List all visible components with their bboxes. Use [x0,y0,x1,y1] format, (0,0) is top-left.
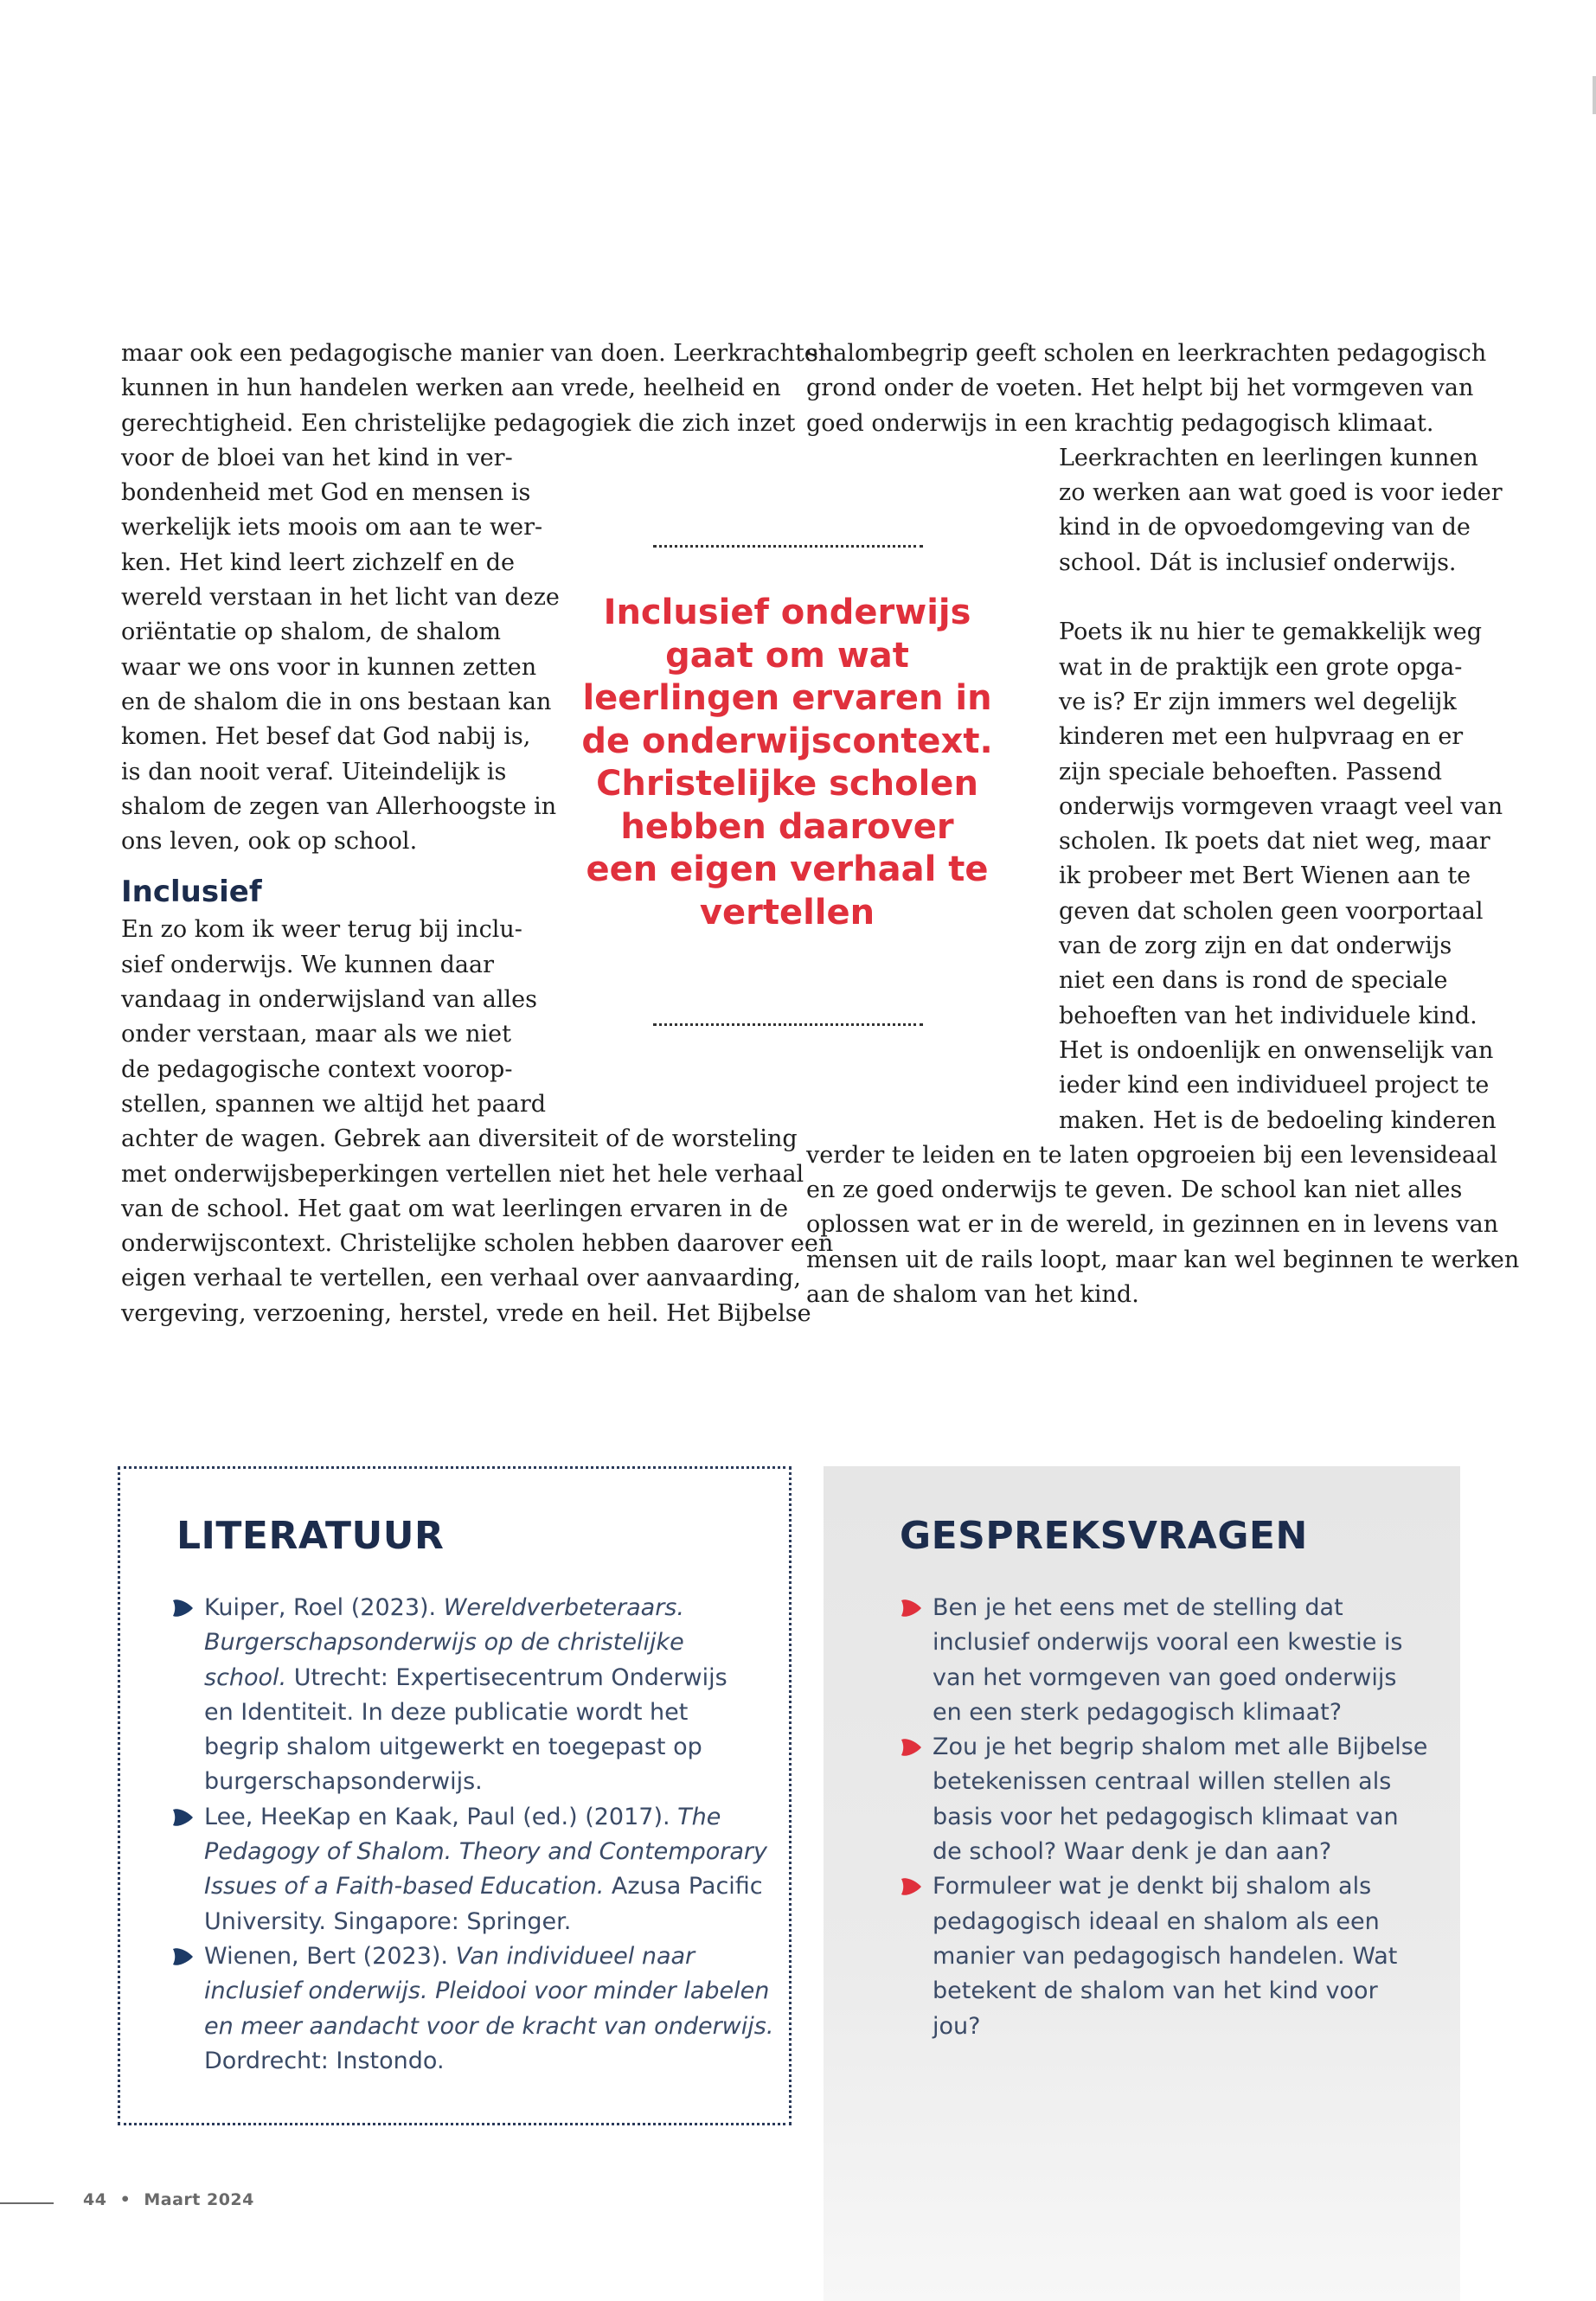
text-line: eigen verhaal te vertellen, een verhaal over aanvaarding, [121,1265,801,1292]
literature-item-line [204,1869,773,1904]
literature-item-line [204,1591,773,1625]
literature-item-line [204,1974,773,2009]
text-line: oriëntatie op shalom, de shalom [121,619,501,646]
literature-item-line [204,1625,773,1660]
text-line: gerechtigheid. Een christelijke pedagogiek die zich inzet [121,409,796,437]
question-line [933,1800,1427,1835]
literature-text: Issues of a Faith-based Education. [204,1873,605,1900]
text-line: goed onderwijs in een krachtig pedagogisch klimaat. [806,409,1434,437]
question-text: betekenissen centraal willen stellen als [933,1768,1392,1796]
text-line: komen. Het besef dat God nabij is, [121,723,531,751]
text-line: waar we ons voor in kunnen zetten [121,653,537,681]
text-line: zijn speciale behoeften. Passend [1059,758,1443,785]
text-line: is dan nooit veraf. Uiteindelijk is [121,758,507,785]
literature-item-line [204,1905,773,1939]
footer-rule [0,2202,54,2204]
text-line: zo werken aan wat goed is voor ieder [1059,479,1503,507]
pullquote [562,592,1012,934]
text-line: wat in de praktijk een grote opga- [1059,653,1463,681]
text-line: onderwijscontext. Christelijke scholen hebben daarover een [121,1230,834,1258]
question-text: van het vormgeven van goed onderwijs [933,1663,1397,1691]
literature-text: Utrecht: Expertisecentrum Onderwijs [286,1663,727,1691]
text-line: wereld verstaan in het licht van deze [121,584,560,612]
literature-list [204,1591,773,2079]
literature-text: Dordrecht: Instondo. [204,2047,445,2074]
text-line: geven dat scholen geen voorportaal [1059,897,1484,925]
text-line: vandaag in onderwijsland van alles [121,986,537,1014]
text-line: kinderen met een hulpvraag en er [1059,723,1464,751]
literature-text: Azusa Pacific [604,1873,763,1900]
text-line: onder verstaan, maar als we niet [121,1021,511,1048]
text-line: van de school. Het gaat om wat leerlingen ervaren in de [121,1195,789,1222]
question-line [933,2009,1427,2044]
question-text: betekent de shalom van het kind voor [933,1977,1378,2005]
pullquote-line: leerlingen ervaren in [582,678,992,718]
literature-text: Wereldverbeteraars. [443,1594,684,1621]
leaf-bullet-icon [900,1598,922,1618]
pullquote-line: Christelijke scholen [596,764,978,804]
text-line: met onderwijsbeperkingen vertellen niet het hele verhaal [121,1160,804,1188]
text-line: werkelijk iets moois om aan te wer- [121,514,543,542]
question-line [933,1835,1427,1869]
pullquote-line: gaat om wat [665,635,909,676]
question-text: basis voor het pedagogisch klimaat van [933,1803,1399,1830]
literature-item-line [204,1835,773,1869]
literature-text: University. Singapore: Springer. [204,1907,572,1935]
question-line [933,1905,1427,1939]
literature-text: en Identiteit. In deze publicatie wordt het [204,1698,689,1726]
pullquote-line: de onderwijscontext. [581,721,993,761]
text-line: Leerkrachten en leerlingen kunnen [1059,444,1478,471]
leaf-bullet-icon [171,1946,194,1967]
section-heading-inclusief: Inclusief [121,875,262,910]
discussion-questions-title: GESPREKSVRAGEN [900,1514,1308,1558]
literature-text: inclusief onderwijs. Pleidooi voor minder labelen [204,1977,770,2005]
question-text: Ben je het eens met de stelling dat [933,1594,1343,1621]
text-line: En zo kom ik weer terug bij inclu- [121,916,522,944]
text-line: onderwijs vormgeven vraagt veel van [1059,792,1503,820]
text-line: verder te leiden en te laten opgroeien bij een levensideaal [806,1141,1497,1169]
text-line: sief onderwijs. We kunnen daar [121,951,494,978]
text-line: ieder kind een individueel project te [1059,1072,1490,1099]
leaf-bullet-icon [171,1598,194,1618]
question-line [933,1939,1427,1974]
literature-text: Burgerschapsonderwijs op de christelijke [204,1629,684,1657]
question-text: en een sterk pedagogisch klimaat? [933,1698,1343,1726]
text-line: kunnen in hun handelen werken aan vrede, heelheid en [121,375,781,402]
question-line [933,1869,1427,1904]
text-line: scholen. Ik poets dat niet weg, maar [1059,828,1490,856]
text-line: maken. Het is de bedoeling kinderen [1059,1106,1497,1134]
text-line: en ze goed onderwijs te geven. De school kan niet alles [806,1176,1463,1204]
pullquote-top-divider [653,545,923,548]
literature-text: Pedagogy of Shalom. Theory and Contemporary [204,1838,767,1866]
page-number: 44 [83,2190,107,2209]
pullquote-bottom-divider [653,1023,923,1026]
leaf-bullet-icon [900,1876,922,1897]
literature-item-line [204,2009,773,2044]
literature-text: The [677,1803,721,1830]
literature-item-line [204,1695,773,1730]
text-line: ve is? Er zijn immers wel degelijk [1059,688,1457,715]
literature-text: begrip shalom uitgewerkt en toegepast op [204,1734,702,1761]
question-line [933,1765,1427,1799]
text-line: en de shalom die in ons bestaan kan [121,688,552,715]
leaf-bullet-icon [900,1737,922,1758]
literature-text: burgerschapsonderwijs. [204,1768,483,1796]
question-text: pedagogisch ideaal en shalom als een [933,1907,1380,1935]
text-line: voor de bloei van het kind in ver- [121,444,513,471]
left-column-paragraph-2 [121,913,834,1331]
literature-item-line [204,1939,773,1974]
question-text: manier van pedagogisch handelen. Wat [933,1942,1398,1970]
question-text: inclusief onderwijs vooral een kwestie is [933,1629,1403,1657]
literature-text: school. [204,1663,287,1691]
question-line [933,1974,1427,2009]
question-line [933,1625,1427,1660]
question-line [933,1695,1427,1730]
literature-item-line [204,2044,773,2079]
pullquote-line: vertellen [699,892,875,933]
literature-text: Van individueel naar [455,1942,695,1970]
literature-title: LITERATUUR [176,1514,445,1558]
discussion-questions-list [933,1591,1427,2044]
pullquote-line: een eigen verhaal te [586,849,989,889]
text-line: van de zorg zijn en dat onderwijs [1059,933,1452,960]
text-line: Het is ondoenlijk en onwenselijk van [1059,1036,1494,1064]
literature-text: Lee, HeeKap en Kaak, Paul (ed.) (2017). [204,1803,678,1830]
literature-item-line [204,1730,773,1765]
text-line: achter de wagen. Gebrek aan diversiteit of de worsteling [121,1125,798,1153]
pullquote-line: hebben daarover [620,806,954,847]
text-line: grond onder de voeten. Het helpt bij het vormgeven van [806,375,1474,402]
text-line: behoeften van het individuele kind. [1059,1002,1477,1029]
text-line: kind in de opvoedomgeving van de [1059,514,1471,542]
text-line: stellen, spannen we altijd het paard [121,1090,547,1118]
text-line: oplossen wat er in de wereld, in gezinnen en in levens van [806,1211,1499,1239]
question-line [933,1661,1427,1695]
text-line: school. Dát is inclusief onderwijs. [1059,548,1457,576]
text-line: mensen uit de rails loopt, maar kan wel beginnen te werken [806,1246,1520,1273]
question-line [933,1591,1427,1625]
literature-item-line [204,1765,773,1799]
question-text: jou? [933,2012,981,2040]
text-line: shalombegrip geeft scholen en leerkrachten pedagogisch [806,340,1487,367]
question-text: Zou je het begrip shalom met alle Bijbelse [933,1734,1428,1761]
page-footer [83,2190,254,2209]
text-line: ken. Het kind leert zichzelf en de [121,548,516,576]
issue-date: Maart 2024 [144,2190,254,2209]
question-line [933,1730,1427,1765]
question-text: de school? Waar denk je dan aan? [933,1838,1332,1866]
question-text: Formuleer wat je denkt bij shalom als [933,1873,1372,1900]
text-line: bondenheid met God en mensen is [121,479,531,507]
text-line: niet een dans is rond de speciale [1059,967,1448,995]
leaf-bullet-icon [171,1807,194,1828]
text-line: aan de shalom van het kind. [806,1281,1139,1309]
footer-separator: • [119,2190,131,2209]
text-line: ons leven, ook op school. [121,828,418,856]
literature-text: en meer aandacht voor de kracht van onderwijs. [204,2012,774,2040]
right-column-paragraph-4 [806,1138,1520,1312]
page-edge-mark [1593,76,1596,114]
text-line: Poets ik nu hier te gemakkelijk weg [1059,619,1483,646]
text-line: shalom de zegen van Allerhoogste in [121,792,557,820]
literature-item-line [204,1800,773,1835]
literature-text: Kuiper, Roel (2023). [204,1594,444,1621]
text-line: de pedagogische context voorop- [121,1055,513,1083]
literature-text: Wienen, Bert (2023). [204,1942,456,1970]
text-line: vergeving, verzoening, herstel, vrede en heil. Het Bijbelse [121,1299,811,1327]
right-column-paragraph-1 [806,336,1487,441]
pullquote-line: Inclusief onderwijs [603,593,971,632]
text-line: maar ook een pedagogische manier van doen. Leerkrachten [121,340,834,367]
text-line: ik probeer met Bert Wienen aan te [1059,862,1471,890]
right-column-paragraph-2 [806,441,1503,580]
literature-item-line [204,1661,773,1695]
